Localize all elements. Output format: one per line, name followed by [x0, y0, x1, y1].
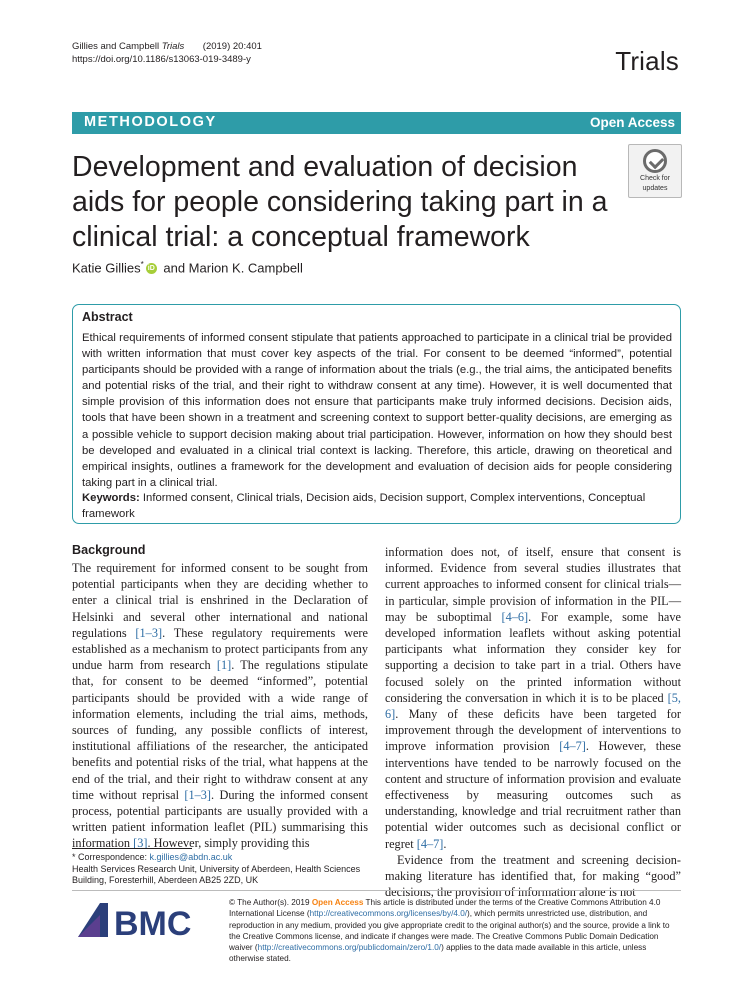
- check-for-updates-badge[interactable]: [628, 144, 682, 198]
- body-text: information does not, of itself, ensure that consent is informed. Evidence from several studies illustrates that current approaches to informed consent for clinical trials—in particular, simple provision of information in the PIL—may be suboptimal: [385, 545, 681, 624]
- citation-link[interactable]: [1–3]: [184, 787, 212, 802]
- citation-link[interactable]: [5, 6]: [385, 690, 681, 722]
- article-title: Development and evaluation of decision aids for people considering taking part in a clinical trial: a conceptual framework: [72, 151, 608, 253]
- author-1[interactable]: Katie Gillies: [72, 260, 141, 276]
- author-2: and Marion K. Campbell: [159, 260, 303, 276]
- license-part: © The Author(s). 2019: [229, 898, 312, 907]
- doi-link[interactable]: https://doi.org/10.1186/s13063-019-3489-y: [72, 54, 251, 65]
- paragraph: [385, 544, 681, 852]
- section-banner: [72, 112, 681, 134]
- body-text: . Many of these deficits have been targeted for improvement through the development of interventions to improve information provision: [385, 707, 681, 754]
- correspondence-email[interactable]: k.gillies@abdn.ac.uk: [149, 852, 233, 862]
- check-updates-line1: Check for: [640, 175, 670, 182]
- affiliation: Health Services Research Unit, University of Aberdeen, Health Sciences Building, Foresterhill, Aberdeen AB25 2ZD, UK: [72, 863, 361, 886]
- license-part: ) applies to the data made available in this article, unless otherwise stated.: [229, 943, 647, 964]
- journal-name: Trials: [615, 46, 679, 76]
- check-updates-line2: updates: [642, 185, 668, 192]
- body-text: . During the informed consent process, potential participants are usually provided with a written patient information leaflet (PIL) summarising this information: [72, 787, 369, 851]
- orcid-icon[interactable]: iD: [147, 265, 155, 273]
- bmc-logo: [74, 895, 204, 943]
- license-link-cc0[interactable]: http://creativecommons.org/publicdomain/zero/1.0/: [257, 943, 442, 953]
- citation-link[interactable]: [4–6]: [501, 609, 529, 624]
- citation-link[interactable]: [1–3]: [135, 625, 163, 640]
- corresponding-mark: *: [140, 260, 144, 269]
- open-access-inline: Open Access: [311, 898, 364, 907]
- citation-link[interactable]: [4–7]: [559, 739, 586, 754]
- body-text: . However, simply providing this: [147, 836, 310, 851]
- license-part: This article is distributed under the terms of the Creative Commons Attribution 4.0 International License (: [229, 898, 661, 919]
- body-text: The requirement for informed consent to be sought from potential participants when they are deciding whether to enter a clinical trial is enshrined in the Declaration of Helsinki and several other international and national regulations: [72, 561, 368, 640]
- license-link-cc-by[interactable]: http://creativecommons.org/licenses/by/4.0/: [309, 909, 468, 919]
- correspondence-footnote: [72, 852, 368, 887]
- open-access-label: Open Access: [589, 115, 675, 130]
- body-column-left: [72, 560, 368, 852]
- author-list: [72, 260, 303, 275]
- body-text: . The regulations stipulate that, for consent to be deemed “informed”, potential participants should be provided with a wide range of information elements, including the trial aims, methods, sources of funding, any possible conflicts of interest, institutional affiliations of the researcher, the anticipated benefits and potential risks of the trial, what happens at the end of the trial, and their right to withdraw consent at any time without reprisal: [72, 658, 368, 802]
- section-heading-background: Background: [72, 543, 146, 557]
- license-text: [229, 897, 679, 965]
- bmc-logo-text: BMC: [114, 905, 192, 943]
- license-part: ), which permits unrestricted use, distribution, and reproduction in any medium, provided you give appropriate credit to the original author(s) and the source, provide a link to the Creative Commons license, and indicate if changes were made. The Creative Commons Public Domain Dedication waiver (: [229, 909, 670, 953]
- body-text: .: [443, 836, 447, 851]
- body-column-right: [385, 544, 681, 900]
- license-rule: [72, 890, 681, 891]
- abstract-text: Ethical requirements of informed consent stipulate that patients approached to participate in a clinical trial be provided with written information that must cover key aspects of the trial. For consent to be deemed “informed”, potential participants should be provided with a range of information about the trials (e.g., the trial aims, the anticipated benefits and potential risks of the trial, and their right to withdraw consent at any time). However, it is well documented that simple provision of this information does not ensure that participants make truly informed decisions. Decision aids, tools that have been shown in a treatment and screening context to support better-quality decisions, are emerging as a possible vehicle to support decision making about trial participation. However, information on how they should best be developed and evaluated in a clinical trial context is lacking. Therefore, this article, drawing on theoretical and empirical insights, outlines a framework for the development and evaluation of decision aids for people considering taking part in a clinical trial.: [82, 332, 672, 489]
- correspondence-label: * Correspondence:: [72, 852, 150, 862]
- body-text: . However, these interventions have tended to be narrowly focused on the content and structure of information provision and evaluate effectiveness by measuring outcomes such as understanding, knowledge and trial recruitment rather than potential wider outcomes such as decisional conflict or regret: [385, 739, 681, 851]
- body-text: . For example, some have developed information leaflets without asking potential participants what information they consider key for supporting a decision to take part in a trial. Others have focused solely on the printed information without considering the conversation in which it is to be placed: [385, 609, 681, 705]
- body-text: . These regulatory requirements were established as a mechanism to protect participants from any undue harm from research: [72, 625, 368, 673]
- running-header: [72, 40, 262, 66]
- paragraph: Evidence from the treatment and screening decision-making literature has identified that, for making “good” decisions, the provision of information alone is not: [385, 852, 681, 900]
- keywords-list: Informed consent, Clinical trials, Decision aids, Decision support, Complex interventions, Conceptual framework: [82, 492, 646, 521]
- citation-link[interactable]: [1]: [216, 658, 232, 673]
- citation-journal: Trials: [161, 41, 185, 52]
- citation-volume: (2019) 20:401: [202, 41, 262, 52]
- keywords-label: Keywords:: [82, 492, 140, 504]
- check-updates-icon: [643, 149, 667, 173]
- section-label: METHODOLOGY: [84, 114, 217, 130]
- keywords: [82, 490, 672, 522]
- abstract-heading: Abstract: [82, 310, 133, 324]
- citation-link[interactable]: [3]: [133, 836, 148, 851]
- footnote-rule: [72, 848, 192, 849]
- citation-link[interactable]: [4–7]: [416, 836, 444, 851]
- citation-authors: Gillies and Campbell: [72, 41, 160, 52]
